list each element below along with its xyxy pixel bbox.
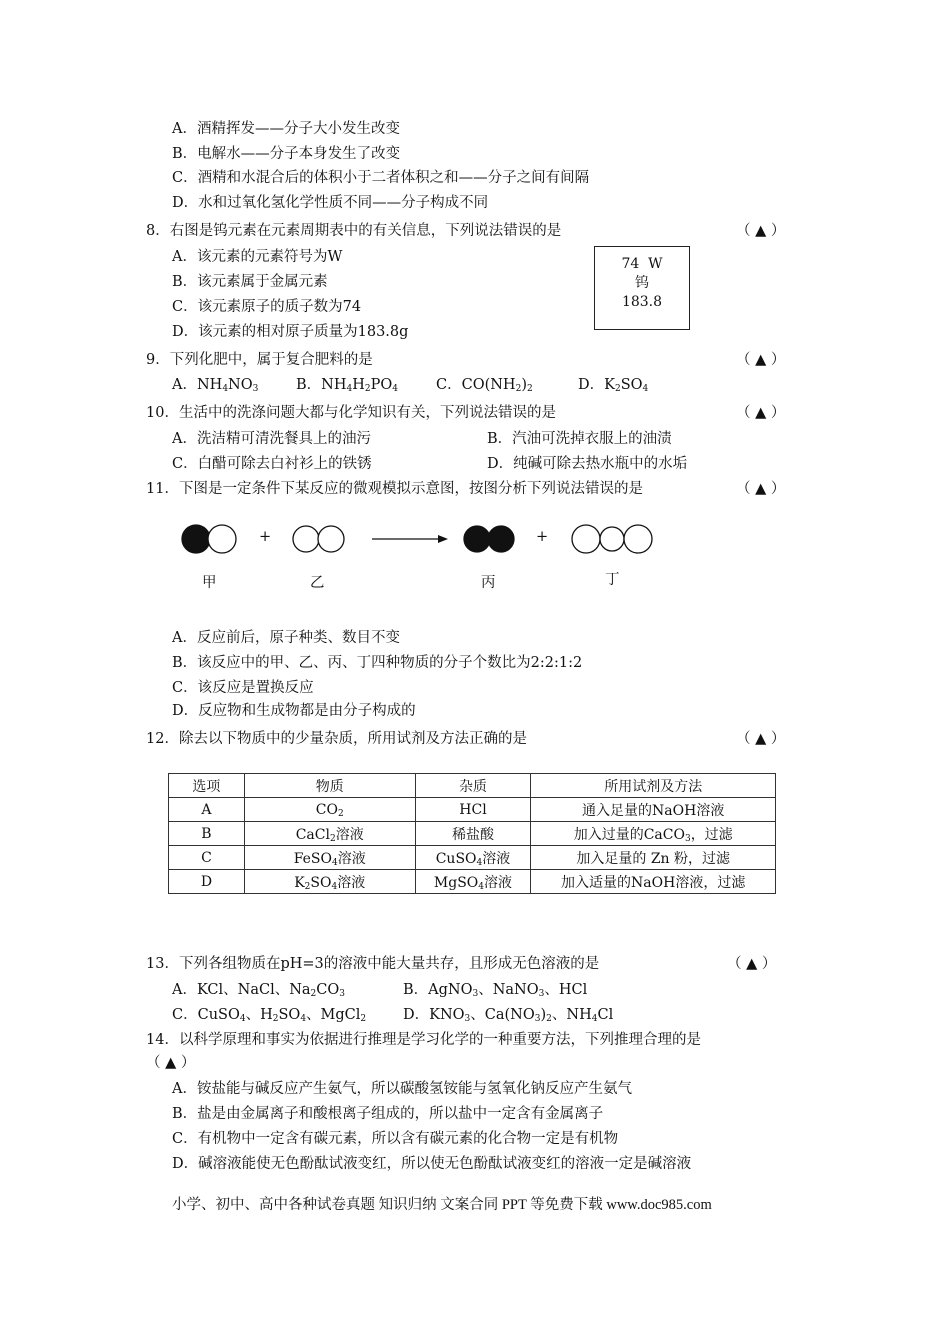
q7-option-b: B．电解水——分子本身发生了改变	[172, 146, 401, 162]
table-row	[169, 798, 776, 822]
label-jia: 甲	[202, 575, 217, 591]
q14-option-b: B．盐是由金属离子和酸根离子组成的，所以盐中一定含有金属离子	[172, 1106, 604, 1122]
q13-stem: 13．下列各组物质在pH=3的溶液中能大量共存，且形成无色溶液的是	[146, 956, 600, 972]
ding-white-atom-2	[600, 527, 624, 551]
table-cell: MgSO$_4$溶液	[415, 870, 531, 894]
table-header: 选项	[169, 774, 245, 798]
q7-option-d: D．水和过氧化氢化学性质不同——分子构成不同	[172, 195, 489, 211]
q10-option-d: D．纯碱可除去热水瓶中的水垢	[487, 456, 688, 472]
q9-stem: 9．下列化肥中，属于复合肥料的是	[146, 352, 373, 368]
label-bing: 丙	[481, 575, 496, 591]
table-cell: A	[169, 798, 245, 822]
element-number-symbol: 74 W	[621, 256, 663, 272]
q8-option-d: D．该元素的相对原子质量为183.8g	[172, 324, 409, 340]
ding-white-atom-1	[572, 525, 600, 553]
table-row	[169, 846, 776, 870]
label-yi: 乙	[310, 575, 325, 591]
q11-option-c: C．该反应是置换反应	[172, 680, 314, 696]
q9-option-d: D．$K_2SO_4$	[578, 377, 649, 394]
table-header: 杂质	[415, 774, 531, 798]
table-cell: HCl	[415, 798, 531, 822]
q9-option-b: B．$NH_4H_2PO_4$	[296, 377, 399, 394]
q9-answer-mark: （ ▲ ）	[736, 352, 786, 368]
q13-option-a: A．KCl、NaCl、$Na_2CO_3$	[172, 982, 345, 999]
q11-option-d: D．反应物和生成物都是由分子构成的	[172, 703, 416, 719]
q12-stem: 12．除去以下物质中的少量杂质，所用试剂及方法正确的是	[146, 731, 527, 747]
q10-option-b: B．汽油可洗掉衣服上的油渍	[487, 431, 672, 447]
table-cell: B	[169, 822, 245, 846]
ding-white-atom-3	[624, 525, 652, 553]
table-cell: 加入过量的CaCO$_3$，过滤	[531, 822, 776, 846]
table-cell: $K_2SO_4$溶液	[244, 870, 415, 894]
table-row	[169, 822, 776, 846]
table-cell: 加入足量的 Zn 粉，过滤	[531, 846, 776, 870]
q9-option-a: A．$NH_4NO_3$	[172, 377, 259, 394]
q10-answer-mark: （ ▲ ）	[736, 405, 786, 421]
element-name: 钨	[635, 275, 649, 291]
q14-option-d: D．碱溶液能使无色酚酞试液变红，所以使无色酚酞试液变红的溶液一定是碱溶液	[172, 1156, 692, 1172]
table-header-row	[169, 774, 776, 798]
q10-option-c: C．白醋可除去白衬衫上的铁锈	[172, 456, 372, 472]
q8-stem: 8．右图是钨元素在元素周期表中的有关信息，下列说法错误的是	[146, 223, 562, 239]
label-ding: 丁	[605, 572, 620, 588]
q11-option-b: B．该反应中的甲、乙、丙、丁四种物质的分子个数比为2:2:1:2	[172, 655, 583, 671]
q13-option-c: C．CuSO$_4$、$H_2SO_4$、MgCl$_2$	[172, 1007, 367, 1024]
q12-answer-mark: （ ▲ ）	[736, 731, 786, 747]
q14-stem: 14．以科学原理和事实为依据进行推理是学习化学的一种重要方法，下列推理合理的是	[146, 1032, 701, 1048]
yi-white-atom-2	[318, 526, 344, 552]
table-cell: D	[169, 870, 245, 894]
table-cell: 通入足量的NaOH溶液	[531, 798, 776, 822]
q8-option-c: C．该元素原子的质子数为74	[172, 299, 362, 315]
table-cell: FeSO$_4$溶液	[244, 846, 415, 870]
q8-option-a: A．该元素的元素符号为W	[172, 249, 343, 265]
q7-option-a: A．酒精挥发——分子大小发生改变	[172, 121, 400, 137]
element-mass: 183.8	[621, 294, 663, 310]
q7-option-c: C．酒精和水混合后的体积小于二者体积之和——分子之间有间隔	[172, 170, 590, 186]
q11-stem: 11．下图是一定条件下某反应的微观模拟示意图，按图分析下列说法错误的是	[146, 481, 643, 497]
q13-option-b: B．AgNO$_3$、NaNO$_3$、HCl	[403, 982, 588, 999]
table-row	[169, 870, 776, 894]
q9-option-c: C．$CO(NH_2)_2$	[436, 377, 533, 394]
table-cell: C	[169, 846, 245, 870]
q13-option-d: D．$KNO_3$、$Ca(NO_3)_2$、$NH_4Cl$	[403, 1007, 614, 1024]
q8-option-b: B．该元素属于金属元素	[172, 274, 328, 290]
jia-white-atom	[208, 525, 236, 553]
q14-answer-mark: （ ▲ ）	[146, 1055, 196, 1071]
q8-answer-mark: （ ▲ ）	[736, 223, 786, 239]
q13-answer-mark: （ ▲ ）	[727, 956, 777, 972]
yi-white-atom-1	[293, 526, 319, 552]
plus-sign-1: +	[259, 529, 272, 545]
q14-option-a: A．铵盐能与碱反应产生氨气，所以碳酸氢铵能与氢氧化钠反应产生氨气	[172, 1081, 632, 1097]
q12-table	[168, 773, 776, 894]
table-cell: CaCl$_2$溶液	[244, 822, 415, 846]
table-cell: 稀盐酸	[415, 822, 531, 846]
table-cell: CuSO$_4$溶液	[415, 846, 531, 870]
table-cell: 加入适量的NaOH溶液，过滤	[531, 870, 776, 894]
reaction-diagram	[170, 510, 690, 570]
q11-option-a: A．反应前后，原子种类、数目不变	[172, 630, 400, 646]
bing-black-atom-2	[488, 526, 514, 552]
q10-stem: 10．生活中的洗涤问题大都与化学知识有关，下列说法错误的是	[146, 405, 556, 421]
jia-black-atom	[182, 525, 210, 553]
element-card	[594, 246, 690, 330]
arrow-head-icon	[438, 535, 448, 543]
table-header: 物质	[244, 774, 415, 798]
page-footer: 小学、初中、高中各种试卷真题 知识归纳 文案合同 PPT 等免费下载 www.doc985.com	[172, 1197, 712, 1213]
table-cell: $CO_2$	[244, 798, 415, 822]
plus-sign-2: +	[536, 529, 549, 545]
table-header: 所用试剂及方法	[531, 774, 776, 798]
q14-option-c: C．有机物中一定含有碳元素，所以含有碳元素的化合物一定是有机物	[172, 1131, 619, 1147]
q10-option-a: A．洗洁精可清洗餐具上的油污	[172, 431, 371, 447]
bing-black-atom-1	[464, 526, 490, 552]
q11-answer-mark: （ ▲ ）	[736, 481, 786, 497]
